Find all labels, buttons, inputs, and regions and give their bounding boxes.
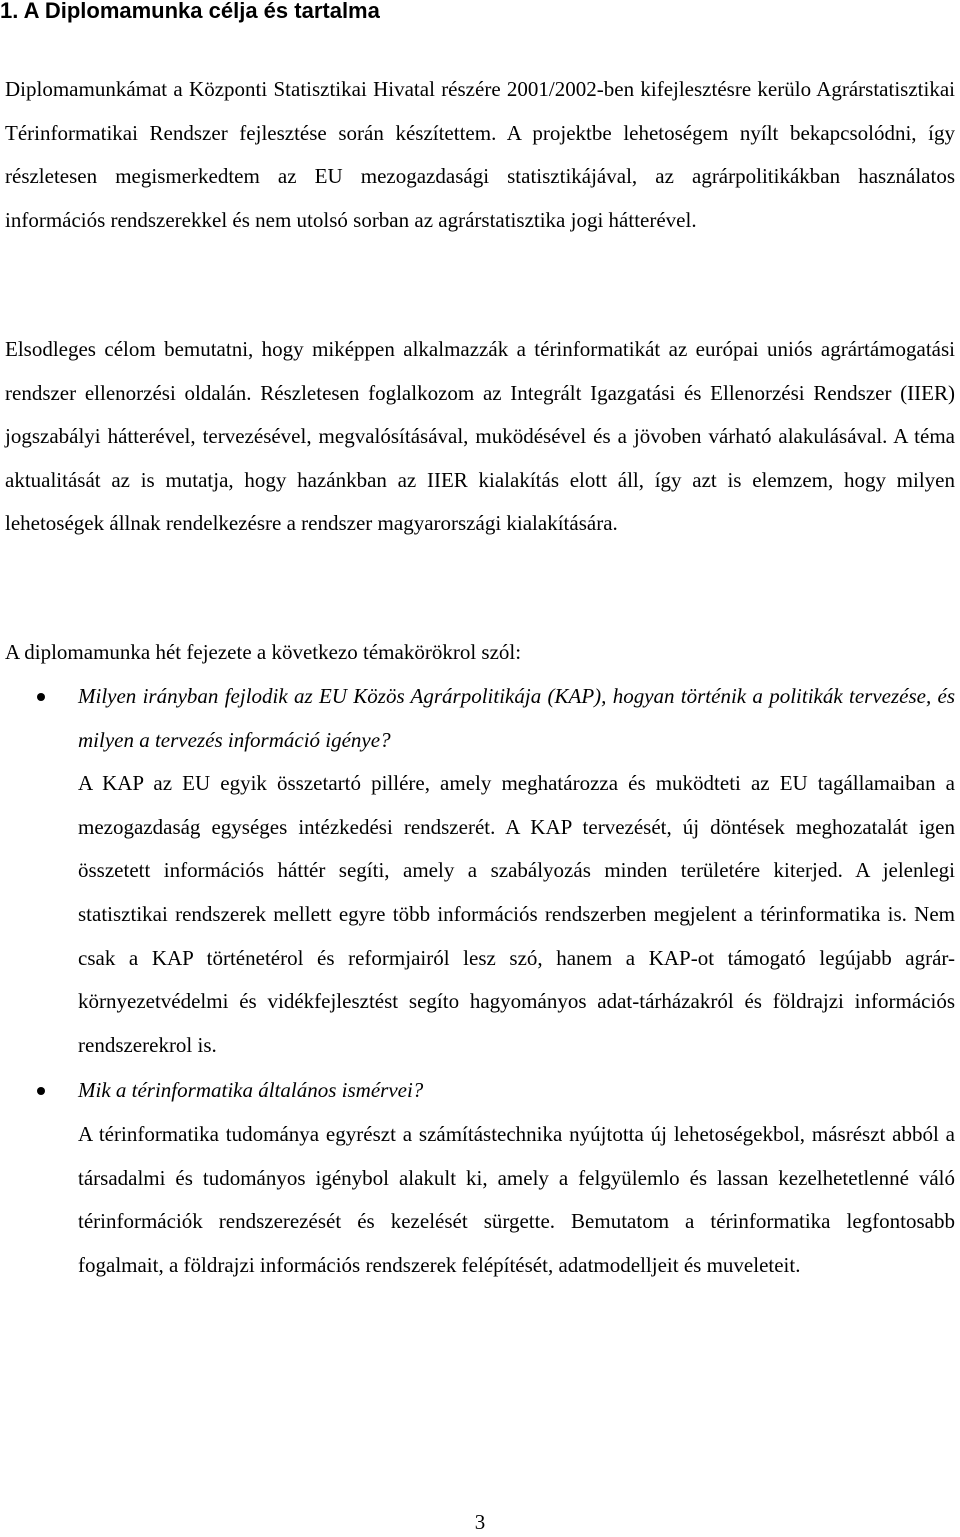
goal-paragraph: Elsodleges célom bemutatni, hogy miképpen alkalmazzák a térinformatikát az európai uniós agrártámogatási rendszer ellenorzési oldalán. Részletesen foglalkozom az Integrált Igazgatási és Ellenorzési Rendszer (IIER) jogszabályi hátterével, tervezésével, megvalósításával, muködésével és a jövoben várható alakulásával. A téma aktualitását az is mutatja, hogy hazánkban az IIER kialakítás elott áll, így azt is elemzem, hogy milyen lehetoségek állnak rendelkezésre a rendszer magyarországi kialakítására. <box>5 337 955 536</box>
chapters-intro-paragraph: A diplomamunka hét fejezete a következo témakörökrol szól: <box>5 640 522 664</box>
chapter-list <box>0 675 960 1287</box>
section-heading: 1. A Diplomamunka célja és tartalma <box>0 0 380 23</box>
bullet-body: A KAP az EU egyik összetartó pillére, amely meghatározza és muködteti az EU tagállamaiban a mezogazdaság egységes intézkedési rendszerét. A KAP tervezését, új döntések meghozatalát igen összetett információs háttér segíti, amely a szabályozás minden területére kiterjed. A jelenlegi statisztikai rendszerek mellett egyre több információs rendszerben megjelent a térinformatika is. Nem csak a KAP történetérol és reformjairól lesz szó, hanem a KAP-ot támogató legújabb agrár-környezetvédelmi és vidékfejlesztést segíto hagyományos adat-tárházakról és földrajzi információs rendszerekrol is. <box>78 771 955 1057</box>
bullet-body: A térinformatika tudománya egyrészt a számítástechnika nyújtotta új lehetoségekbol, másrészt abból a társadalmi és tudományos igénybol alakult ki, amely a felgyülemlo és lassan kezelhetetlenné váló térinformációk rendszerezését és kezelését sürgette. Bemutatom a térinformatika legfontosabb fogalmait, a földrajzi információs rendszerek felépítését, adatmodelljeit és muveleteit. <box>78 1121 955 1277</box>
list-item <box>0 1069 960 1287</box>
page-number: 3 <box>474 1510 486 1534</box>
intro-paragraph: Diplomamunkámat a Központi Statisztikai Hivatal részére 2001/2002-ben kifejlesztésre kerülo Agrárstatisztikai Térinformatikai Rendszer fejlesztése során készítettem. A projektbe lehetoségem nyílt bekapcsolódni, így részletesen megismerkedtem az EU mezogazdasági statisztikájával, az agrárpolitikákban használatos információs rendszerekkel és nem utolsó sorban az agrárstatisztika jogi hátterével. <box>5 77 955 232</box>
bullet-question: Milyen irányban fejlodik az EU Közös Agrárpolitikája (KAP), hogyan történik a politikák tervezése, és milyen a tervezés információ igénye? <box>78 684 955 752</box>
bullet-icon <box>37 693 45 701</box>
bullet-question: Mik a térinformatika általános ismérvei? <box>78 1078 424 1103</box>
list-item <box>0 675 960 1067</box>
bullet-icon <box>37 1087 45 1095</box>
